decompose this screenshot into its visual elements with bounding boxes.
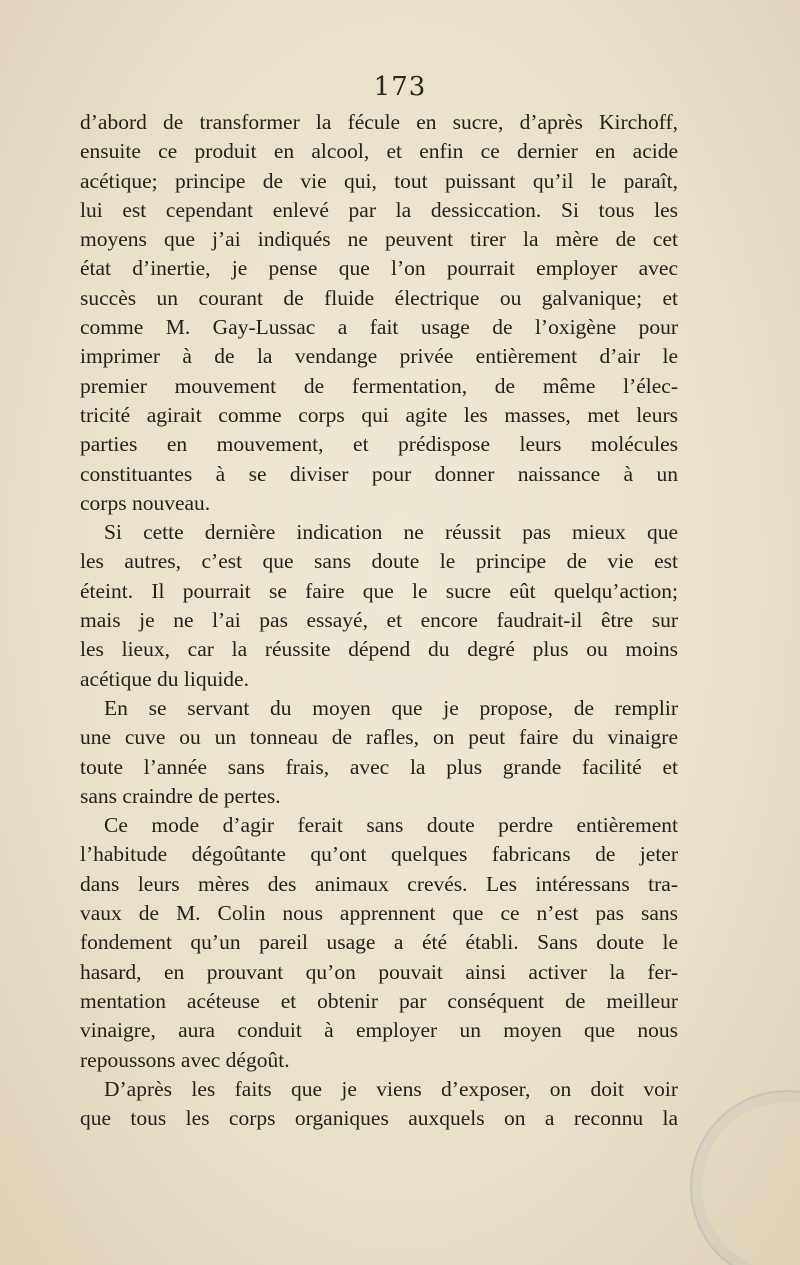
text-line: D’après les faits que je viens d’exposer, on doit voir [104,1076,678,1101]
text-line: d’abord de transformer la fécule en sucre, d’après Kirchoff, [80,110,678,134]
paragraph [80,694,678,811]
text-line: mais je ne l’ai pas essayé, et encore faudrait-il être sur [80,608,678,633]
page-number: 173 [373,72,427,102]
body-text [80,108,678,1133]
paragraph [80,518,678,694]
text-line: les autres, c’est que sans doute le principe de vie est [80,549,678,574]
text-line: que tous les corps organiques auxquels on a reconnu la [80,1106,678,1131]
text-line: acétique du liquide. [80,666,249,691]
text-line: repoussons avec dégoût. [80,1047,290,1072]
text-line: vinaigre, aura conduit à employer un moyen que nous [80,1018,678,1043]
text-line: sans craindre de pertes. [80,783,281,808]
text-line: premier mouvement de fermentation, de même l’élec- [80,373,678,398]
text-line: imprimer à de la vendange privée entièrement d’air le [80,344,678,369]
text-line: les lieux, car la réussite dépend du degré plus ou moins [80,637,678,662]
text-line: parties en mouvement, et prédispose leurs molécules [80,432,678,457]
text-line: une cuve ou un tonneau de rafles, on peut faire du vinaigre [80,725,678,750]
text-line: hasard, en prouvant qu’on pouvait ainsi activer la fer- [80,959,678,984]
text-line: fondement qu’un pareil usage a été établi. Sans doute le [80,930,678,955]
library-stamp [690,1090,800,1265]
text-line: acétique; principe de vie qui, tout puissant qu’il le paraît, [80,168,678,193]
text-line: constituantes à se diviser pour donner naissance à un [80,461,678,486]
text-line: éteint. Il pourrait se faire que le sucre eût quelqu’action; [80,578,678,603]
text-line: état d’inertie, je pense que l’on pourrait employer avec [80,256,678,281]
text-line: Ce mode d’agir ferait sans doute perdre entièrement [104,813,678,838]
text-line: succès un courant de fluide électrique ou galvanique; et [80,285,678,310]
paragraph [80,1075,678,1134]
text-line: l’habitude dégoûtante qu’ont quelques fabricans de jeter [80,842,678,867]
text-line: En se servant du moyen que je propose, de remplir [104,695,678,720]
text-line: ensuite ce produit en alcool, et enfin ce dernier en acide [80,139,678,164]
paragraph [80,811,678,1075]
text-line: vaux de M. Colin nous apprennent que ce n’est pas sans [80,901,678,926]
text-line: toute l’année sans frais, avec la plus grande facilité et [80,754,678,779]
text-line: dans leurs mères des animaux crevés. Les intéressans tra- [80,871,678,896]
paragraph [80,108,678,518]
text-line: mentation acéteuse et obtenir par conséquent de meilleur [80,988,678,1013]
text-line: moyens que j’ai indiqués ne peuvent tirer la mère de cet [80,227,678,252]
text-line: tricité agirait comme corps qui agite les masses, met leurs [80,402,678,427]
text-line: lui est cependant enlevé par la dessiccation. Si tous les [80,197,678,222]
text-line: Si cette dernière indication ne réussit pas mieux que [104,520,678,545]
text-line: comme M. Gay-Lussac a fait usage de l’oxigène pour [80,315,678,340]
text-line: corps nouveau. [80,490,211,515]
